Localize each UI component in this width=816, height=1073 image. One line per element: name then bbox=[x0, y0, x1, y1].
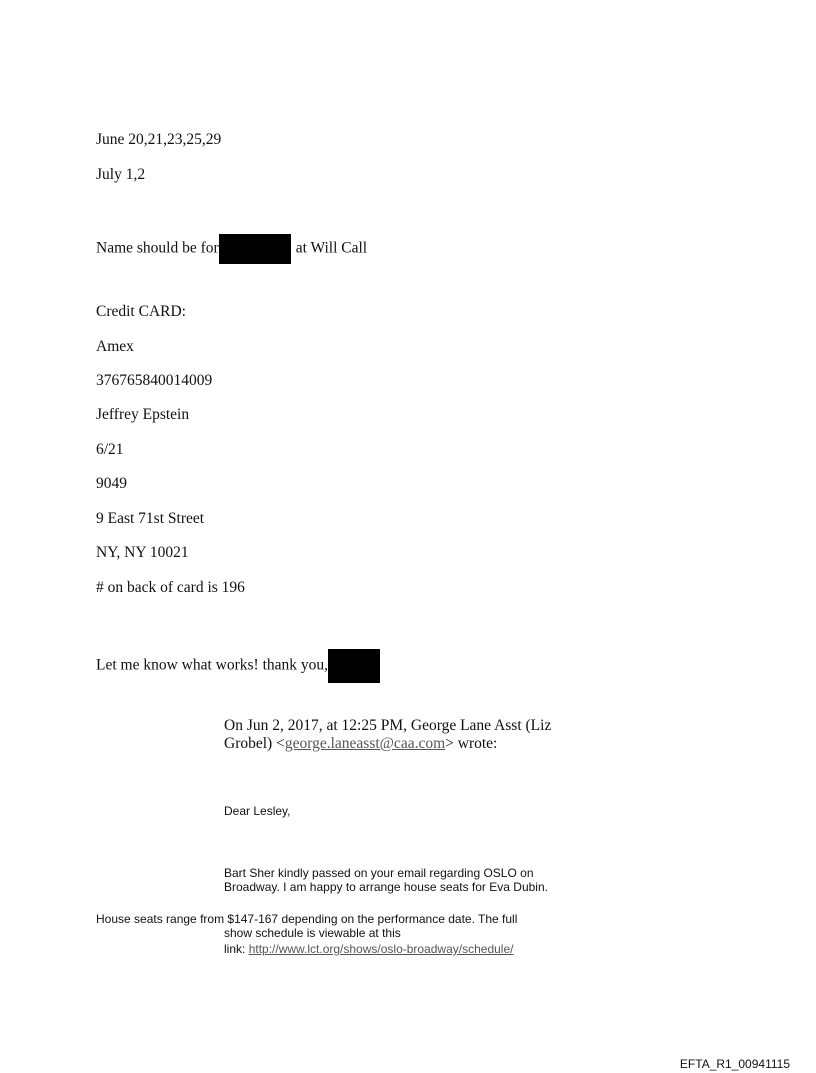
paragraph-1-line-1: Bart Sher kindly passed on your email regarding OSLO on bbox=[224, 866, 534, 880]
schedule-link[interactable]: http://www.lct.org/shows/oslo-broadway/schedule/ bbox=[248, 942, 514, 956]
document-id: EFTA_R1_00941115 bbox=[679, 1057, 790, 1071]
quoted-header-suffix: > wrote: bbox=[445, 735, 498, 752]
quoted-header-line1: On Jun 2, 2017, at 12:25 PM, George Lane Asst (Liz bbox=[224, 717, 552, 734]
dates-june: June 20,21,23,25,29 bbox=[96, 131, 222, 148]
billing-street: 9 East 71st Street bbox=[96, 510, 205, 527]
greeting: Dear Lesley, bbox=[224, 804, 291, 818]
card-back-code: # on back of card is 196 bbox=[96, 579, 245, 596]
will-call-prefix: Name should be for bbox=[96, 239, 219, 257]
card-heading: Credit CARD: bbox=[96, 303, 186, 320]
paragraph-2-line-2: show schedule is viewable at this bbox=[224, 926, 401, 940]
card-expiry: 6/21 bbox=[96, 441, 124, 458]
card-number: 376765840014009 bbox=[96, 372, 213, 389]
paragraph-2-line-3 bbox=[224, 943, 513, 956]
redaction-box bbox=[219, 234, 291, 264]
quoted-header-prefix: Grobel) < bbox=[224, 735, 285, 752]
paragraph-2-line-1: House seats range from $147-167 depending on the performance date. The full bbox=[96, 912, 518, 926]
redaction-box bbox=[328, 649, 380, 683]
quoted-header-line2 bbox=[224, 735, 497, 753]
card-type: Amex bbox=[96, 338, 134, 355]
closing-text: Let me know what works! thank you, bbox=[96, 656, 329, 674]
dates-july: July 1,2 bbox=[96, 166, 146, 183]
paragraph-1-line-2: Broadway. I am happy to arrange house seats for Eva Dubin. bbox=[224, 880, 548, 894]
sender-email-link[interactable]: george.laneasst@caa.com bbox=[284, 735, 446, 752]
closing-line bbox=[96, 649, 380, 683]
will-call-line bbox=[96, 234, 367, 264]
will-call-suffix: at Will Call bbox=[295, 239, 368, 257]
card-holder: Jeffrey Epstein bbox=[96, 406, 190, 423]
card-code: 9049 bbox=[96, 475, 127, 492]
billing-city: NY, NY 10021 bbox=[96, 544, 189, 561]
link-prefix: link: bbox=[224, 942, 249, 956]
